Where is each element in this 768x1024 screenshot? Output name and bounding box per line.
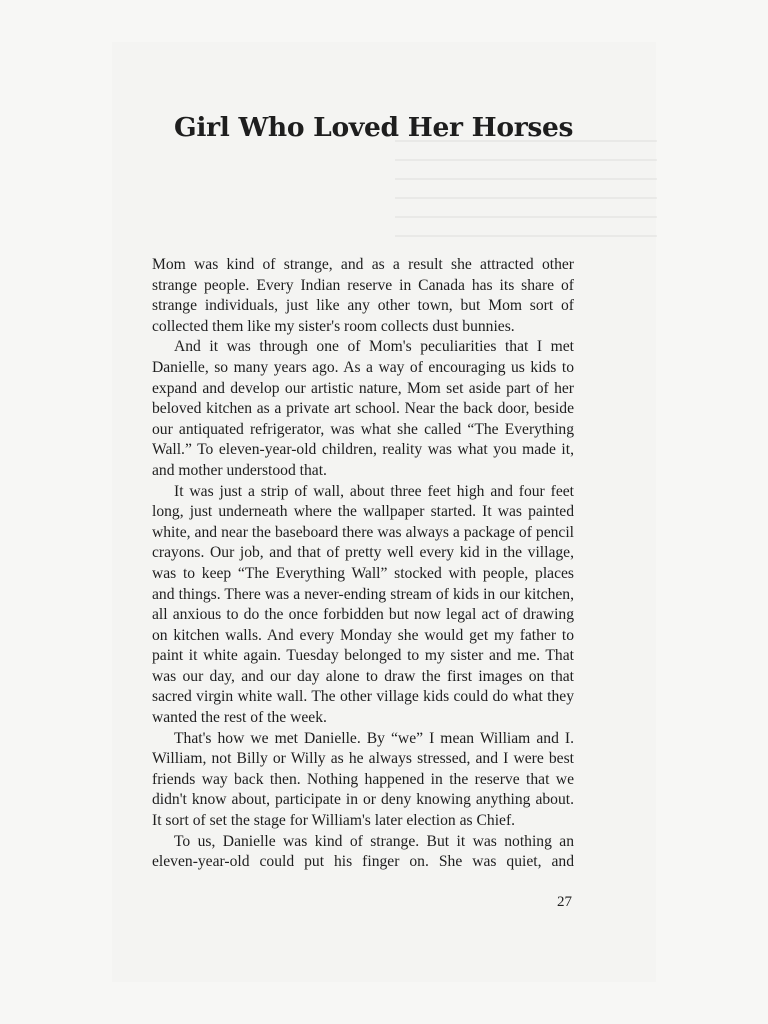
paragraph: To us, Danielle was kind of strange. But it was nothing an eleven-year-old could put his finger on. She was quiet, and (152, 832, 574, 871)
paragraph: It was just a strip of wall, about three feet high and four feet long, just underneath where the wallpaper started. It was painted white, and near the baseboard there was always a package of pencil crayons. Our job, and that of pretty well every kid in the village, was to keep “The Everything Wall” stocked with people, places and things. There was a never-ending stream of kids in our kitchen, all anxious to do the once forbidden but now legal act of drawing on kitchen walls. And every Monday she would get my father to paint it white again. Tuesday belonged to my sister and me. That was our day, and our day alone to draw the first images on that sacred virgin white wall. The other village kids could do what they wanted the rest of the week. (152, 482, 574, 727)
bleed-through-shadow (395, 140, 657, 250)
body-text (152, 255, 574, 873)
paragraph: Mom was kind of strange, and as a result she attracted other strange people. Every Indian reserve in Canada has its share of strange individuals, just like any other town, but Mom sort of collected them like my sister's room collects dust bunnies. (152, 256, 574, 335)
paragraph: And it was through one of Mom's peculiarities that I met Danielle, so many years ago. As a way of encouraging us kids to expand and develop our artistic nature, Mom set aside part of her beloved kitchen as a private art school. Near the back door, beside our antiquated refrigerator, was what she called “The Everything Wall.” To eleven-year-old children, reality was what you made it, and mother understood that. (152, 338, 574, 479)
chapter-title: Girl Who Loved Her Horses (174, 112, 574, 143)
paragraph: That's how we met Danielle. By “we” I mean William and I. William, not Billy or Willy as he always stressed, and I were best friends way back then. Nothing happened in the reserve that we didn't know about, participate in or deny knowing anything about. It sort of set the stage for William's later election as Chief. (152, 729, 574, 830)
page-number: 27 (557, 894, 572, 910)
